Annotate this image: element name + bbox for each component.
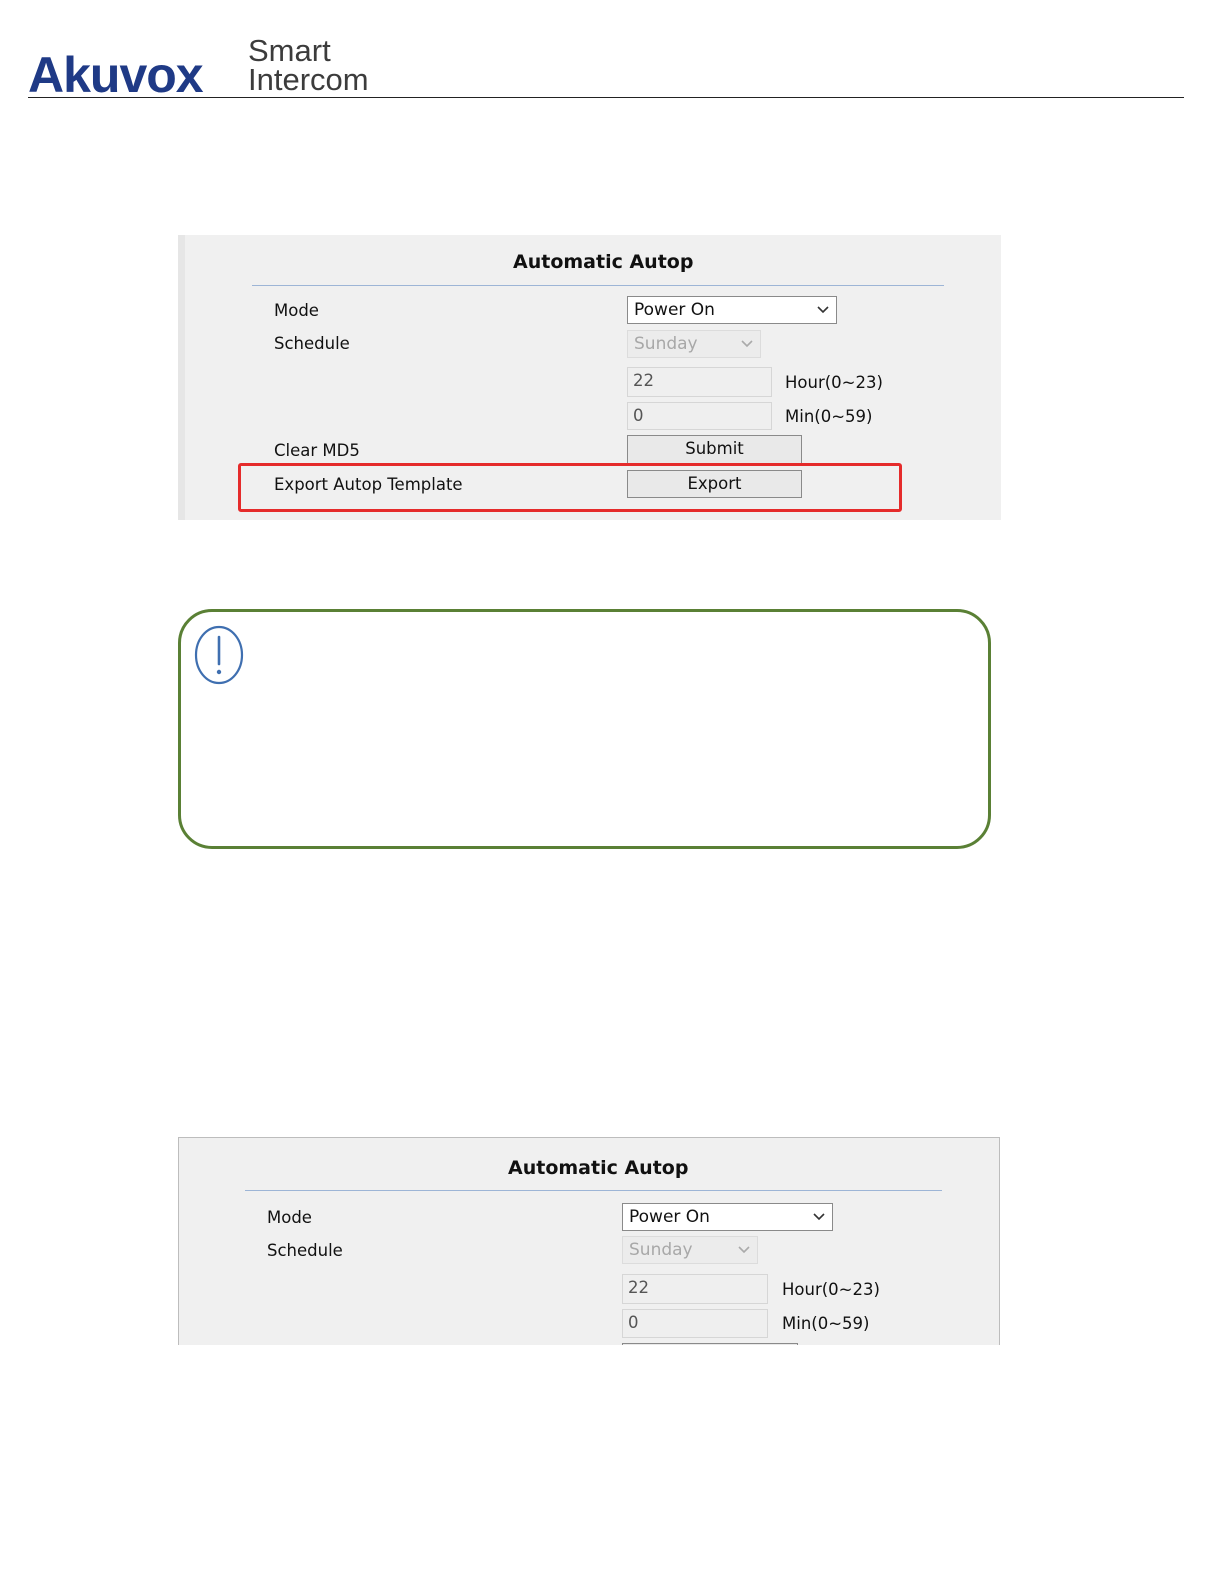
autop-panel-screenshot-1 — [178, 235, 1001, 520]
mode-label: Mode — [267, 1208, 312, 1227]
brand-tagline — [248, 33, 369, 97]
brand-tagline-line1: Smart — [248, 33, 331, 68]
chevron-down-icon — [812, 1204, 826, 1230]
schedule-select-value: Sunday — [629, 1240, 693, 1260]
hour-input[interactable]: 22 — [622, 1274, 768, 1304]
mode-select-value: Power On — [629, 1207, 710, 1227]
note-box — [178, 609, 991, 849]
export-highlight-box — [238, 463, 902, 512]
panel-title-divider — [245, 1190, 942, 1191]
minute-range-label: Min(0~59) — [785, 407, 873, 426]
panel-title: Automatic Autop — [508, 1157, 689, 1179]
chevron-down-icon — [740, 331, 754, 357]
minute-input[interactable]: 0 — [622, 1309, 768, 1338]
schedule-select-value: Sunday — [634, 334, 698, 354]
chevron-down-icon — [816, 297, 830, 323]
minute-input[interactable]: 0 — [627, 402, 772, 430]
hour-input[interactable]: 22 — [627, 367, 772, 397]
mode-label: Mode — [274, 301, 319, 320]
panel-title-divider — [252, 285, 944, 286]
export-button[interactable]: Export — [627, 470, 802, 498]
submit-button-partial[interactable] — [622, 1343, 798, 1345]
minute-range-label: Min(0~59) — [782, 1314, 870, 1333]
brand-tagline-line2: Intercom — [248, 62, 369, 97]
export-autop-template-label: Export Autop Template — [274, 475, 463, 494]
clear-md5-label: Clear MD5 — [274, 441, 360, 460]
mode-select[interactable] — [622, 1203, 833, 1231]
submit-button[interactable]: Submit — [627, 435, 802, 464]
schedule-label: Schedule — [274, 334, 350, 353]
exclamation-circle-icon — [193, 624, 245, 686]
hour-range-label: Hour(0~23) — [785, 373, 883, 392]
brand-name: Akuvox — [28, 47, 203, 103]
mode-select-value: Power On — [634, 300, 715, 320]
mode-select[interactable] — [627, 296, 837, 324]
panel-title: Automatic Autop — [513, 251, 694, 273]
schedule-select[interactable] — [627, 330, 761, 358]
schedule-label: Schedule — [267, 1241, 343, 1260]
schedule-select[interactable] — [622, 1236, 758, 1264]
hour-range-label: Hour(0~23) — [782, 1280, 880, 1299]
autop-panel-screenshot-2 — [178, 1137, 1000, 1345]
chevron-down-icon — [737, 1237, 751, 1263]
header-divider — [28, 97, 1184, 98]
